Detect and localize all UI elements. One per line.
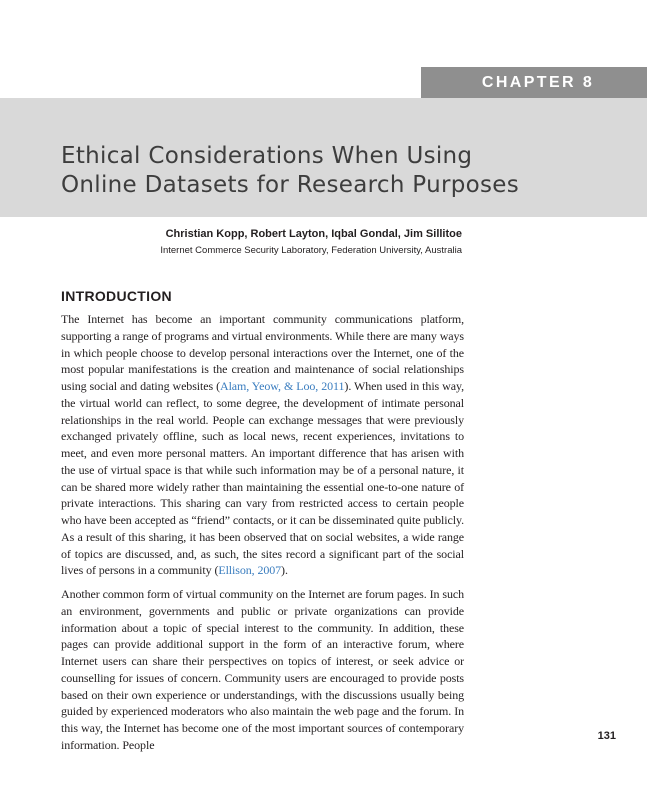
paragraph-1-text-b: ). When used in this way, the virtual world can reflect, to some degree, the development of intimate personal relationships in the real world. People can exchange messages that were previously exchanged privately offline, such as local news, recent experiences, invitations to meet, and even more personal matters. An important difference that has arisen with the use of virtual space is that while such information may be of a personal nature, it can be shared more widely rather than maintaining the essential one-to-one nature of private interactions. This sharing can vary from restricted access to certain people who have been accepted as “friend” contacts, or it can be disseminated quite publicly. As a result of this sharing, it has been observed that on social websites, a wide range of topics are discussed, and, as such, the sites record a significant part of the social lives of persons in a community ( [61, 379, 464, 578]
citation-ellison-2007[interactable]: Ellison, 2007 [218, 563, 282, 578]
title-band [0, 98, 647, 217]
section-heading: INTRODUCTION [61, 288, 172, 304]
paragraph-2: Another common form of virtual community on the Internet are forum pages. In such an environment, governments and public or private organizations can provide information about a topic of special interest to the community. In addition, these pages can provide additional support in the form of an interactive forum, where Internet users can share their perspectives on topics of interest, or seek advice or counselling for issues of concern. Community users are encouraged to provide posts based on their own experience or understandings, with the discussions usually being guided by experienced moderators who also maintain the web page and the forum. In this way, the Internet has become one of the most important sources of contemporary information. People [61, 587, 464, 752]
body-text [61, 311, 464, 754]
paragraph-1 [61, 311, 464, 579]
chapter-title [61, 142, 519, 200]
chapter-label: CHAPTER 8 [421, 67, 647, 98]
chapter-title-line-2: Online Datasets for Research Purposes [61, 172, 519, 198]
affiliation: Internet Commerce Security Laboratory, Federation University, Australia [160, 245, 462, 256]
page-number: 131 [597, 730, 616, 742]
paragraph-1-text-a: The Internet has become an important community communications platform, supporting a range of programs and virtual environments. While there are many ways in which people choose to develop personal interactions over the Internet, one of the most popular manifestations is the creation and maintenance of social relationships using social and dating websites ( [61, 312, 464, 393]
paragraph-1-text-c: ). [281, 563, 288, 578]
chapter-title-line-1: Ethical Considerations When Using [61, 143, 473, 169]
citation-alam-2011[interactable]: Alam, Yeow, & Loo, 2011 [220, 379, 345, 393]
authors: Christian Kopp, Robert Layton, Iqbal Gondal, Jim Sillitoe [165, 228, 462, 240]
